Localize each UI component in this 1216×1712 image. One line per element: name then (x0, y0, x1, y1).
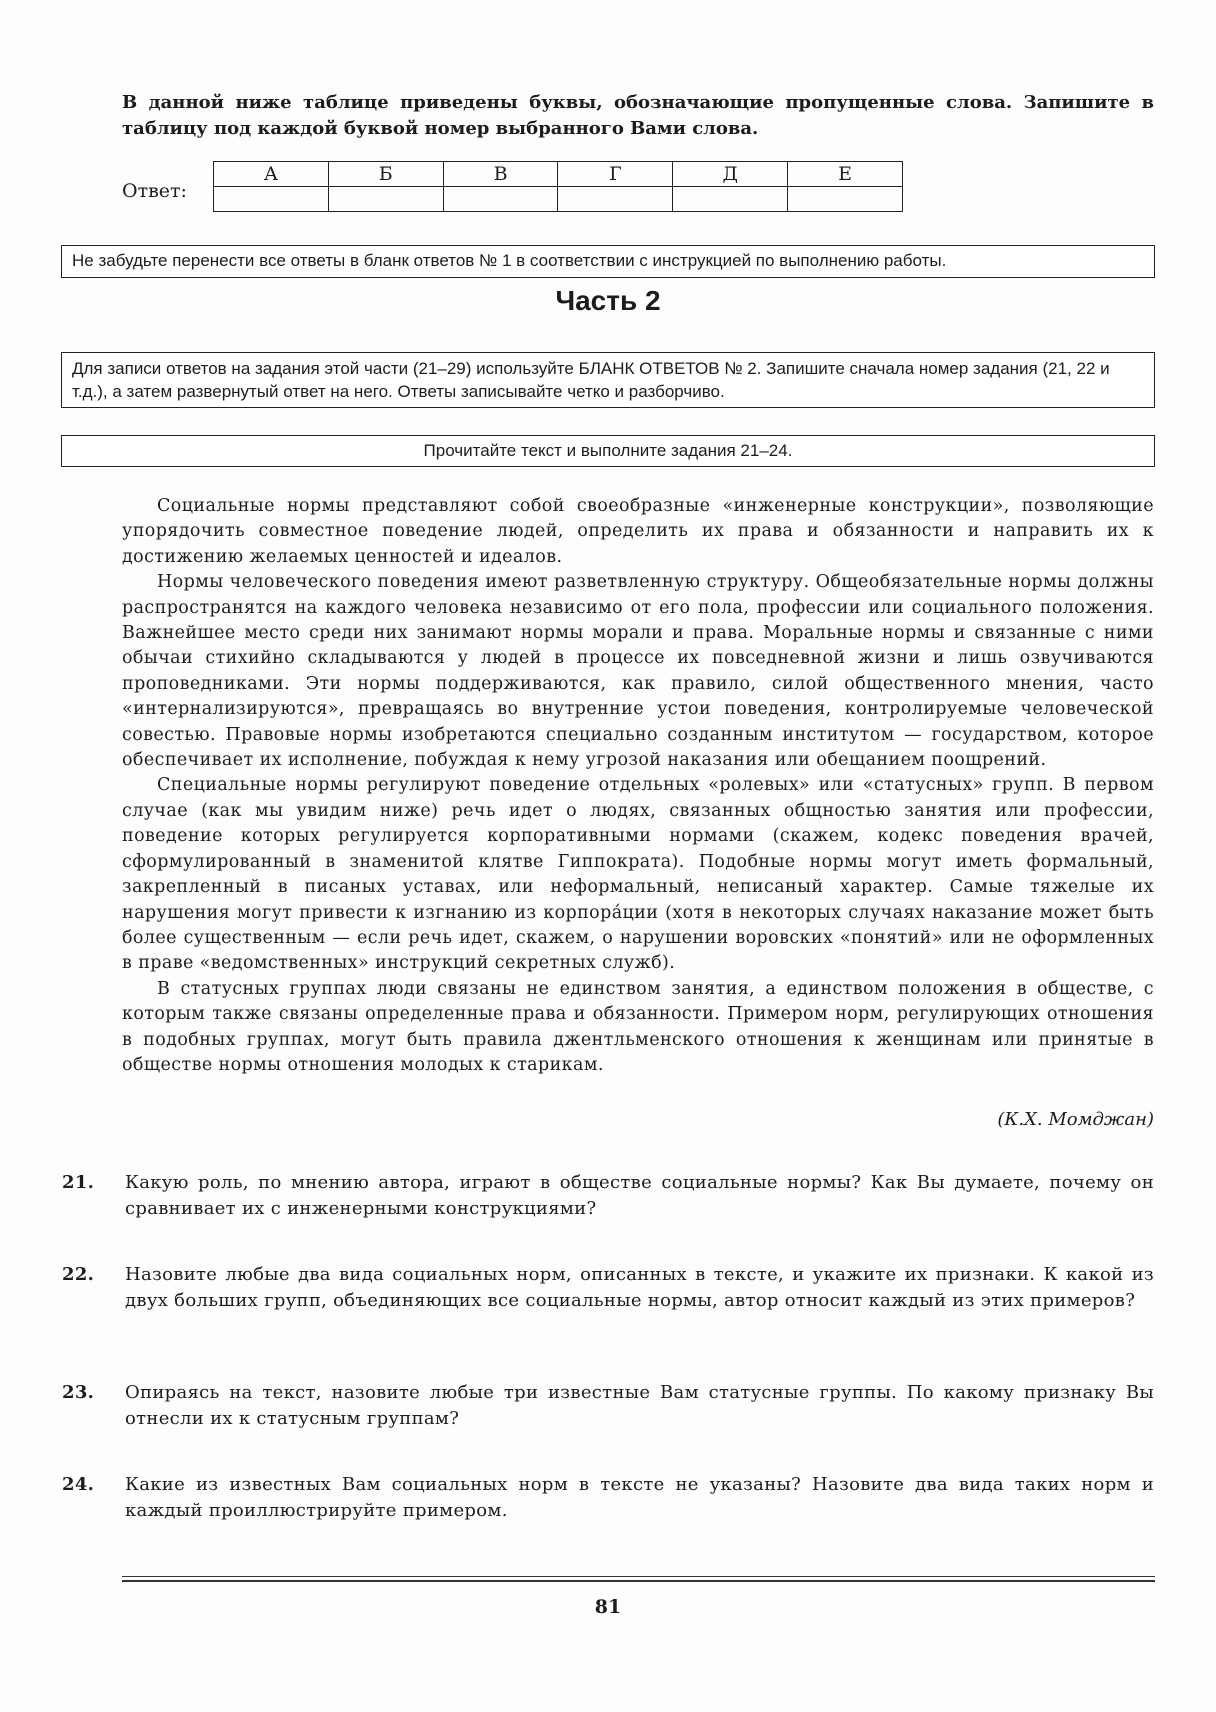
footer-rule (122, 1580, 1155, 1582)
answer-letter: Б (328, 162, 443, 187)
task-number: 24. (62, 1474, 95, 1495)
task-23 (62, 1380, 1154, 1432)
paragraph: В статусных группах люди связаны не единством занятия, а единством положения в обществе, с которым также связаны определенные права и обязанности. Примером норм, регулирующих отношения в подобных группах, могут быть правила джентльменского отношения к женщинам или принятые в обществе нормы отношения молодых к старикам. (122, 978, 1154, 1075)
part-title: Часть 2 (555, 285, 661, 316)
task-question: Какие из известных Вам социальных норм в тексте не указаны? Назовите два вида таких норм и каждый проиллюстрируйте примером. (125, 1474, 1154, 1521)
answer-label: Ответ: (122, 180, 187, 202)
task-question: Какую роль, по мнению автора, играют в обществе социальные нормы? Как Вы думаете, почему он сравнивает их с инженерными конструкциями? (125, 1172, 1154, 1219)
task-question: Назовите любые два вида социальных норм, описанных в тексте, и укажите их признаки. К какой из двух больших групп, объединяющих все социальные нормы, автор относит каждый из этих примеров? (125, 1264, 1154, 1311)
answer-letter: Е (788, 162, 903, 187)
footer-rule (122, 1576, 1155, 1577)
task-21 (62, 1170, 1154, 1222)
part-instruction-box: Для записи ответов на задания этой части (21–29) используйте БЛАНК ОТВЕТОВ № 2. Запишите сначала номер задания (21, 22 и т.д.), а затем развернутый ответ на него. Ответы записывайте четко и разборчиво. (61, 352, 1155, 408)
answer-letters-row (214, 162, 903, 187)
paragraph: Социальные нормы представляют собой своеобразные «инженерные конструкции», позволяющие упорядочить совместное поведение людей, определить их права и обязанности и направить их к достижению желаемых ценностей и идеалов. (122, 496, 1154, 567)
task-question: Опираясь на текст, назовите любые три известные Вам статусные группы. По какому признаку Вы отнесли их к статусным группам? (125, 1382, 1154, 1429)
page-number: 81 (594, 1596, 622, 1618)
task-number: 23. (62, 1382, 95, 1403)
task-24 (62, 1472, 1154, 1524)
answer-cell-d[interactable] (558, 187, 673, 212)
answer-input-row (214, 187, 903, 212)
task-number: 21. (62, 1172, 95, 1193)
reminder-box: Не забудьте перенести все ответы в бланк ответов № 1 в соответствии с инструкцией по выполнению работы. (61, 245, 1155, 278)
answer-letter: А (214, 162, 329, 187)
task-number: 22. (62, 1264, 95, 1285)
read-instruction-box: Прочитайте текст и выполните задания 21–24. (61, 435, 1155, 467)
task-22 (62, 1262, 1154, 1314)
answer-cell-e[interactable] (673, 187, 788, 212)
answer-cell-a[interactable] (214, 187, 329, 212)
answer-cell-c[interactable] (443, 187, 558, 212)
task-instruction: В данной ниже таблице приведены буквы, обозначающие пропущенные слова. Запишите в таблицу под каждой буквой номер выбранного Вами слова. (122, 92, 1154, 139)
paragraph: Нормы человеческого поведения имеют разветвленную структуру. Общеобязательные нормы должны распространятся на каждого человека независимо от его пола, профессии или социального положения. Важнейшее место среди них занимают нормы морали и права. Моральные нормы и связанные с ними обычаи стихийно складываются у людей в процессе их повседневной жизни и лишь озвучиваются проповедниками. Эти нормы поддерживаются, как правило, силой общественного мнения, часто «интернализируются», превращаясь во внутренние устои поведения, контролируемые человеческой совестью. Правовые нормы изобретаются специально созданным институтом — государством, которое обеспечивает их исполнение, побуждая к нему угрозой наказания или обещанием поощрений. (122, 572, 1154, 771)
author-attribution: (К.Х. Момджан) (997, 1109, 1154, 1130)
answer-letter: Д (673, 162, 788, 187)
answer-cell-f[interactable] (788, 187, 903, 212)
paragraph: Специальные нормы регулируют поведение отдельных «ролевых» или «статусных» групп. В первом случае (как мы увидим ниже) речь идет о людях, связанных общностью занятия или профессии, поведение которых регулируется корпоративными нормами (скажем, кодекс поведения врачей, сформулированный в знаменитой клятве Гиппократа). Подобные нормы могут иметь формальный, закрепленный в писаных уставах, или неформальный, неписаный характер. Самые тяжелые их нарушения могут привести к изгнанию из корпора́ции (хотя в некоторых случаях наказание может быть более существенным — если речь идет, скажем, о нарушении воровских «понятий» или не оформленных в праве «ведомственных» инструкций секретных служб). (122, 775, 1154, 974)
answer-letter: Г (558, 162, 673, 187)
answer-table (213, 161, 903, 212)
answer-letter: В (443, 162, 558, 187)
reading-text (122, 494, 1154, 1078)
answer-cell-b[interactable] (328, 187, 443, 212)
